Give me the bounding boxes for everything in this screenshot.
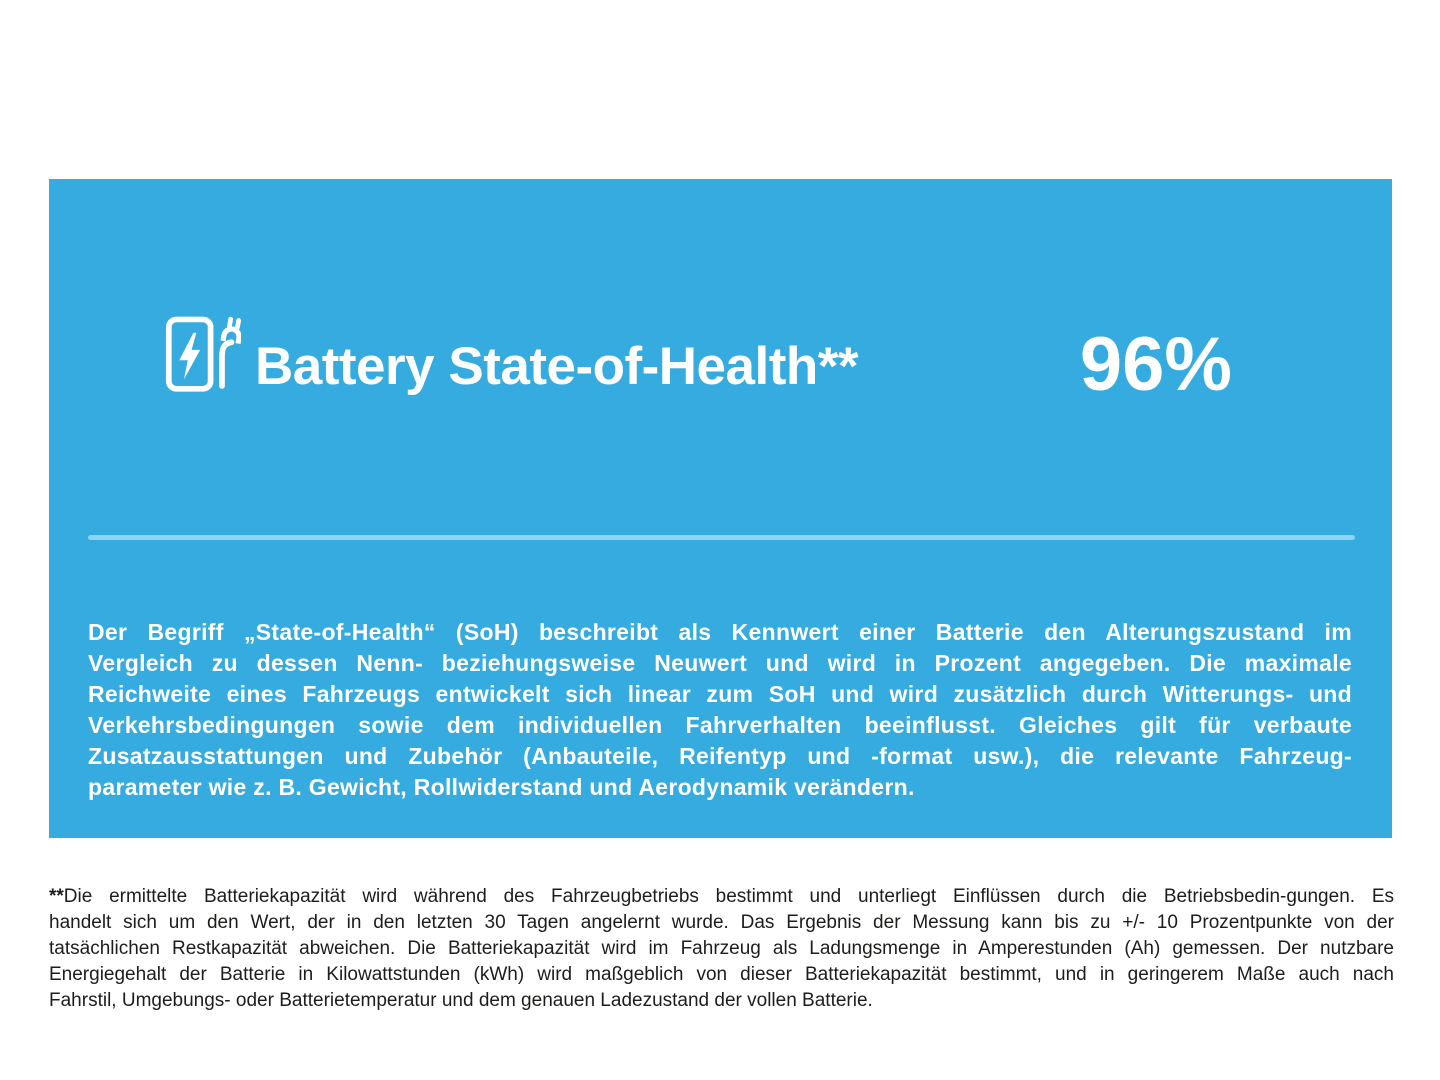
description-line: parameter wie z. B. Gewicht, Rollwiderstand und Aerodynamik verändern. xyxy=(88,774,915,800)
footnote-line: Fahrstil, Umgebungs- oder Batterietemperatur und dem genauen Ladezustand der vollen Batterie. xyxy=(49,990,873,1011)
card-title: Battery State-of-Health** xyxy=(255,337,859,396)
footnote-line: tatsächlichen Restkapazität abweichen. Die Batteriekapazität wird im Fahrzeug als Ladungsmenge in Amperestunden (Ah) gemessen. Der nutzbare xyxy=(49,938,1394,959)
charging-station-icon xyxy=(165,301,241,393)
divider xyxy=(88,535,1355,540)
footnote xyxy=(49,884,1394,1014)
description-line: Der Begriff „State-of-Health“ (SoH) beschreibt als Kennwert einer Batterie den Alterungszustand im xyxy=(88,619,1352,645)
soh-value: 96% xyxy=(1079,322,1232,407)
footnote-line: Energiegehalt der Batterie in Kilowattstunden (kWh) wird maßgeblich von dieser Batteriekapazität bestimmt, und in geringerem Maße auch nach xyxy=(49,964,1394,985)
footnote-line xyxy=(49,884,1394,910)
description-line: Zusatzausstattungen und Zubehör (Anbauteile, Reifentyp und -format usw.), die relevante Fahrzeug- xyxy=(88,743,1352,769)
footnote-line: handelt sich um den Wert, der in den letzten 30 Tagen angelernt wurde. Das Ergebnis der Messung kann bis zu +/- 10 Prozentpunkte von der xyxy=(49,912,1394,933)
card-description xyxy=(88,617,1352,803)
description-line: Vergleich zu dessen Nenn- beziehungsweise Neuwert und wird in Prozent angegeben. Die maximale xyxy=(88,650,1352,676)
description-line: Reichweite eines Fahrzeugs entwickelt sich linear zum SoH und wird zusätzlich durch Witterungs- und xyxy=(88,681,1352,707)
footnote-marker: ** xyxy=(49,886,64,907)
battery-soh-card xyxy=(49,179,1392,838)
description-line: Verkehrsbedingungen sowie dem individuellen Fahrverhalten beeinflusst. Gleiches gilt für verbaute xyxy=(88,712,1352,738)
footnote-line-text: Die ermittelte Batteriekapazität wird während des Fahrzeugbetriebs bestimmt und unterliegt Einflüssen durch die Betriebsbedin-gungen. Es xyxy=(63,886,1394,907)
